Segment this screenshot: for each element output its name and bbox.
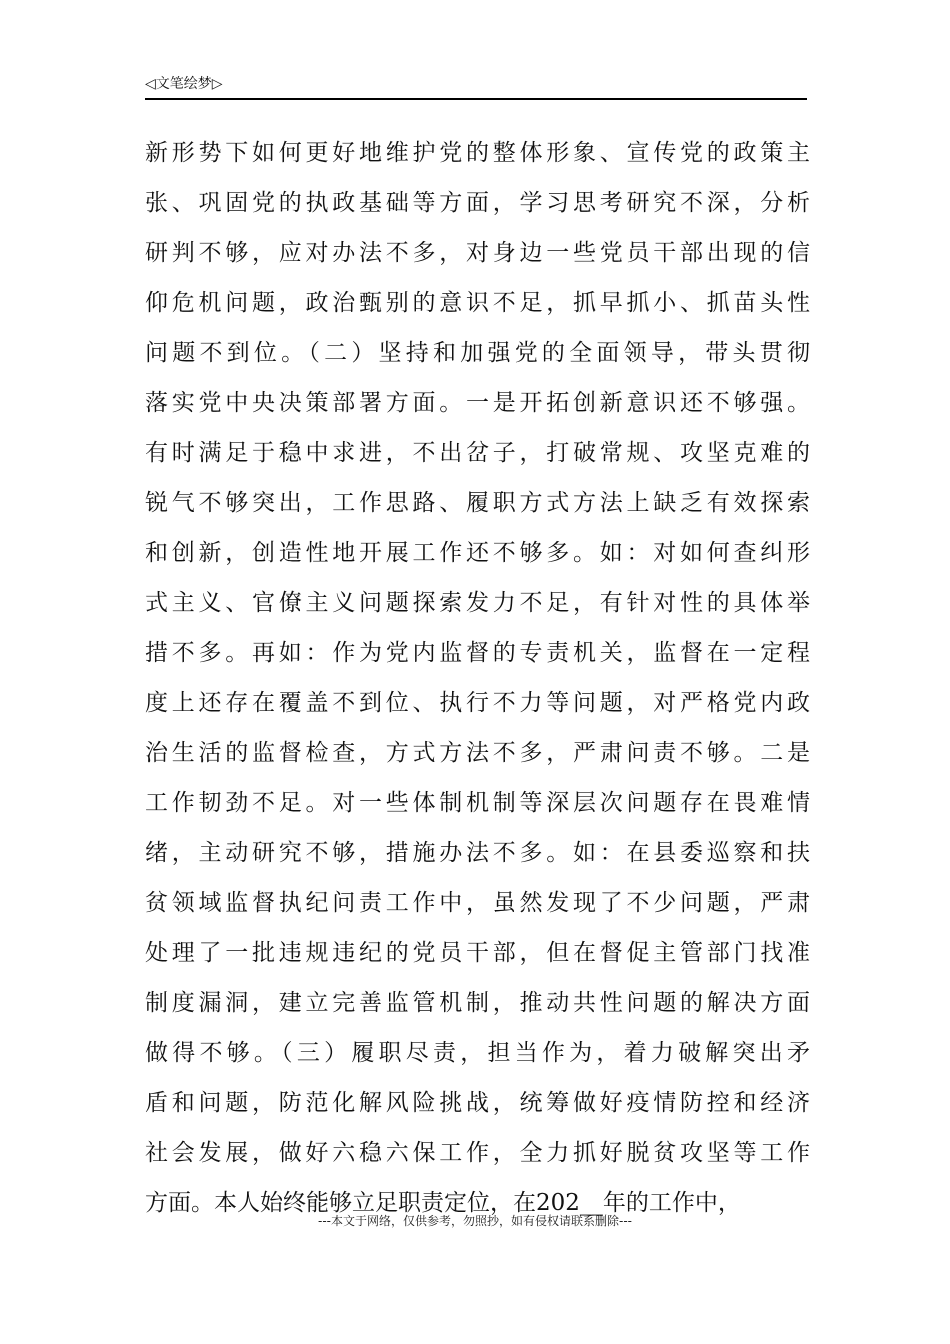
text-line: 做得不够。（三）履职尽责，担当作为，着力破解突出矛 xyxy=(145,1040,810,1066)
text-line: 度上还存在覆盖不到位、执行不力等问题，对严格党内政 xyxy=(145,690,810,716)
text-line: 盾和问题，防范化解风险挑战，统筹做好疫情防控和经济 xyxy=(145,1090,810,1116)
text-line: 贫领域监督执纪问责工作中，虽然发现了不少问题，严肃 xyxy=(145,890,810,916)
text-line: 社会发展，做好六稳六保工作，全力抓好脱贫攻坚等工作 xyxy=(145,1140,810,1166)
text-line: 治生活的监督检查，方式方法不多，严肃问责不够。二是 xyxy=(145,740,810,766)
text-line: 措不多。再如：作为党内监督的专责机关，监督在一定程 xyxy=(145,640,810,666)
text-line: 锐气不够突出，工作思路、履职方式方法上缺乏有效探索 xyxy=(145,490,810,516)
text-line: 张、巩固党的执政基础等方面，学习思考研究不深，分析 xyxy=(145,190,810,216)
text-line: 处理了一批违规违纪的党员干部，但在督促主管部门找准 xyxy=(145,940,810,966)
text-line: 绪，主动研究不够，措施办法不多。如：在县委巡察和扶 xyxy=(145,840,810,866)
text-line: 制度漏洞，建立完善监管机制，推动共性问题的解决方面 xyxy=(145,990,810,1016)
text-line: 工作韧劲不足。对一些体制机制等深层次问题存在畏难情 xyxy=(145,790,810,816)
page-header xyxy=(145,74,807,100)
text-line: 方面。本人始终能够立足职责定位，在202__年的工作中， xyxy=(145,1190,741,1216)
text-line: 有时满足于稳中求进，不出岔子，打破常规、攻坚克难的 xyxy=(145,440,810,466)
text-line: 新形势下如何更好地维护党的整体形象、宣传党的政策主 xyxy=(145,140,810,166)
text-line: 和创新，创造性地开展工作还不够多。如：对如何查纠形 xyxy=(145,540,810,566)
text-line: 研判不够，应对办法不多，对身边一些党员干部出现的信 xyxy=(145,240,810,266)
footer-disclaimer: ---本文于网络，仅供参考，勿照抄，如有侵权请联系删除--- xyxy=(318,1214,632,1228)
text-line: 式主义、官僚主义问题探索发力不足，有针对性的具体举 xyxy=(145,590,810,616)
text-line: 仰危机问题，政治甄别的意识不足，抓早抓小、抓苗头性 xyxy=(145,290,810,316)
text-line: 问题不到位。（二）坚持和加强党的全面领导，带头贯彻 xyxy=(145,340,810,366)
body-text xyxy=(145,128,810,1228)
text-line: 落实党中央决策部署方面。一是开拓创新意识还不够强。 xyxy=(145,390,810,416)
header-title: ◁文笔绘梦▷ xyxy=(145,76,223,92)
